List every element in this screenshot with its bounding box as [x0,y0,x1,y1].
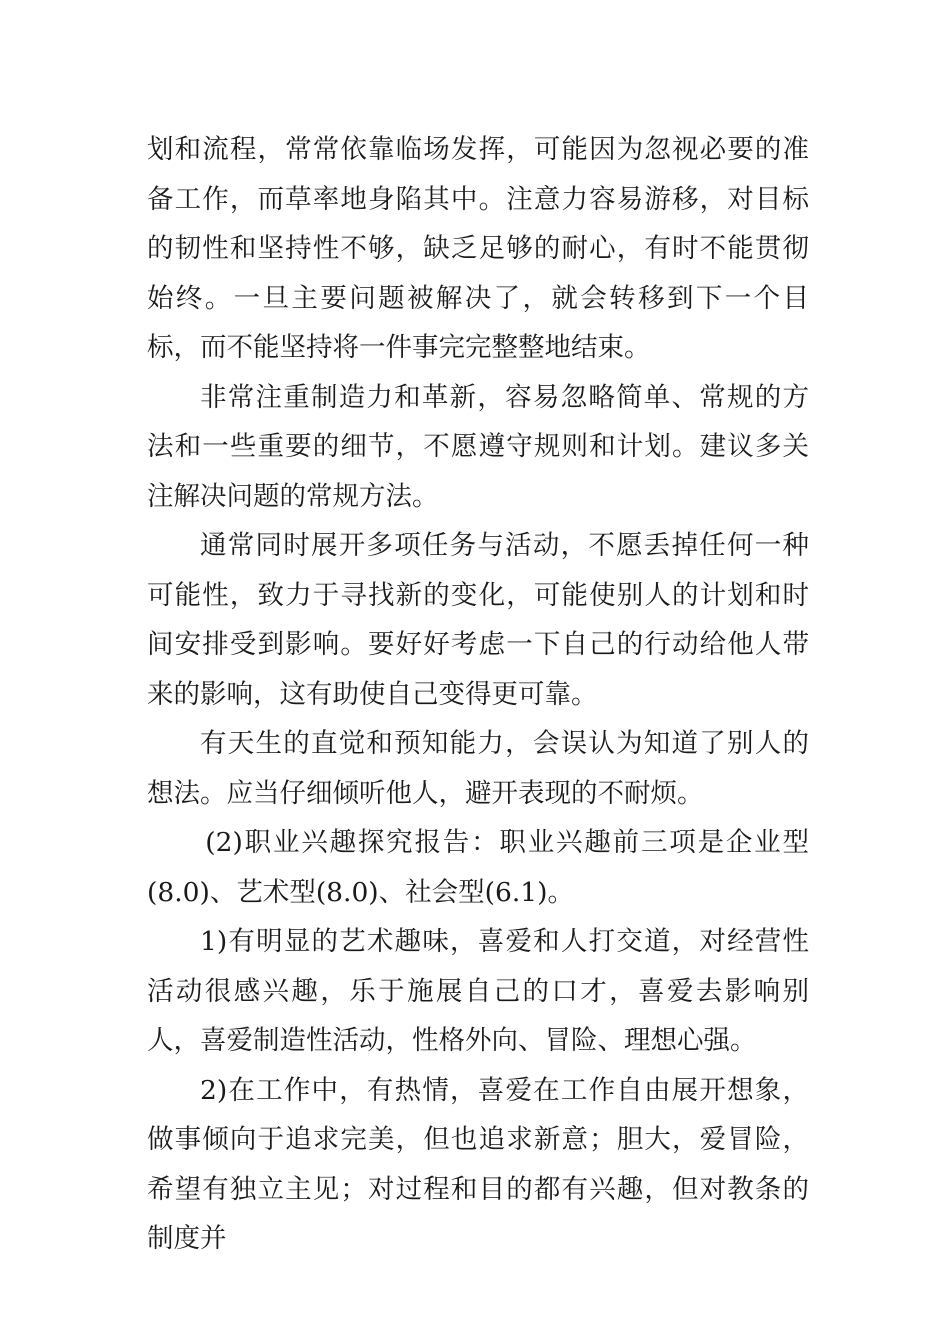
document-body [147,125,809,1264]
paragraph-intuition: 有天生的直觉和预知能力，会误认为知道了别人的想法。应当仔细倾听他人，避开表现的不耐烦。 [147,728,809,809]
paragraph-innovation: 非常注重制造力和革新，容易忽略简单、常规的方法和一些重要的细节，不愿遵守规则和计划。建议多关注解决问题的常规方法。 [147,381,809,512]
paragraph-multitasking: 通常同时展开多项任务与活动，不愿丢掉任何一种可能性，致力于寻找新的变化，可能使别人的计划和时间安排受到影响。要好好考虑一下自己的行动给他人带来的影响，这有助使自己变得更可靠。 [147,530,809,710]
paragraph-point-2: 2)在工作中，有热情，喜爱在工作自由展开想象，做事倾向于追求完美，但也追求新意；胆大，爱冒险，希望有独立主见；对过程和目的都有兴趣，但对教条的制度并 [147,1074,809,1254]
paragraph-career-interest-report: (2)职业兴趣探究报告：职业兴趣前三项是企业型(8.0)、艺术型(8.0)、社会型(6.1)。 [147,827,809,908]
paragraph-point-1: 1)有明显的艺术趣味，喜爱和人打交道，对经营性活动很感兴趣，乐于施展自己的口才，喜爱去影响别人，喜爱制造性活动，性格外向、冒险、理想心强。 [147,926,809,1056]
paragraph-continuation: 划和流程，常常依靠临场发挥，可能因为忽视必要的准备工作，而草率地身陷其中。注意力容易游移，对目标的韧性和坚持性不够，缺乏足够的耐心，有时不能贯彻始终。一旦主要问题被解决了，就会转移到下一个目标，而不能坚持将一件事完完整整地结束。 [147,134,809,363]
